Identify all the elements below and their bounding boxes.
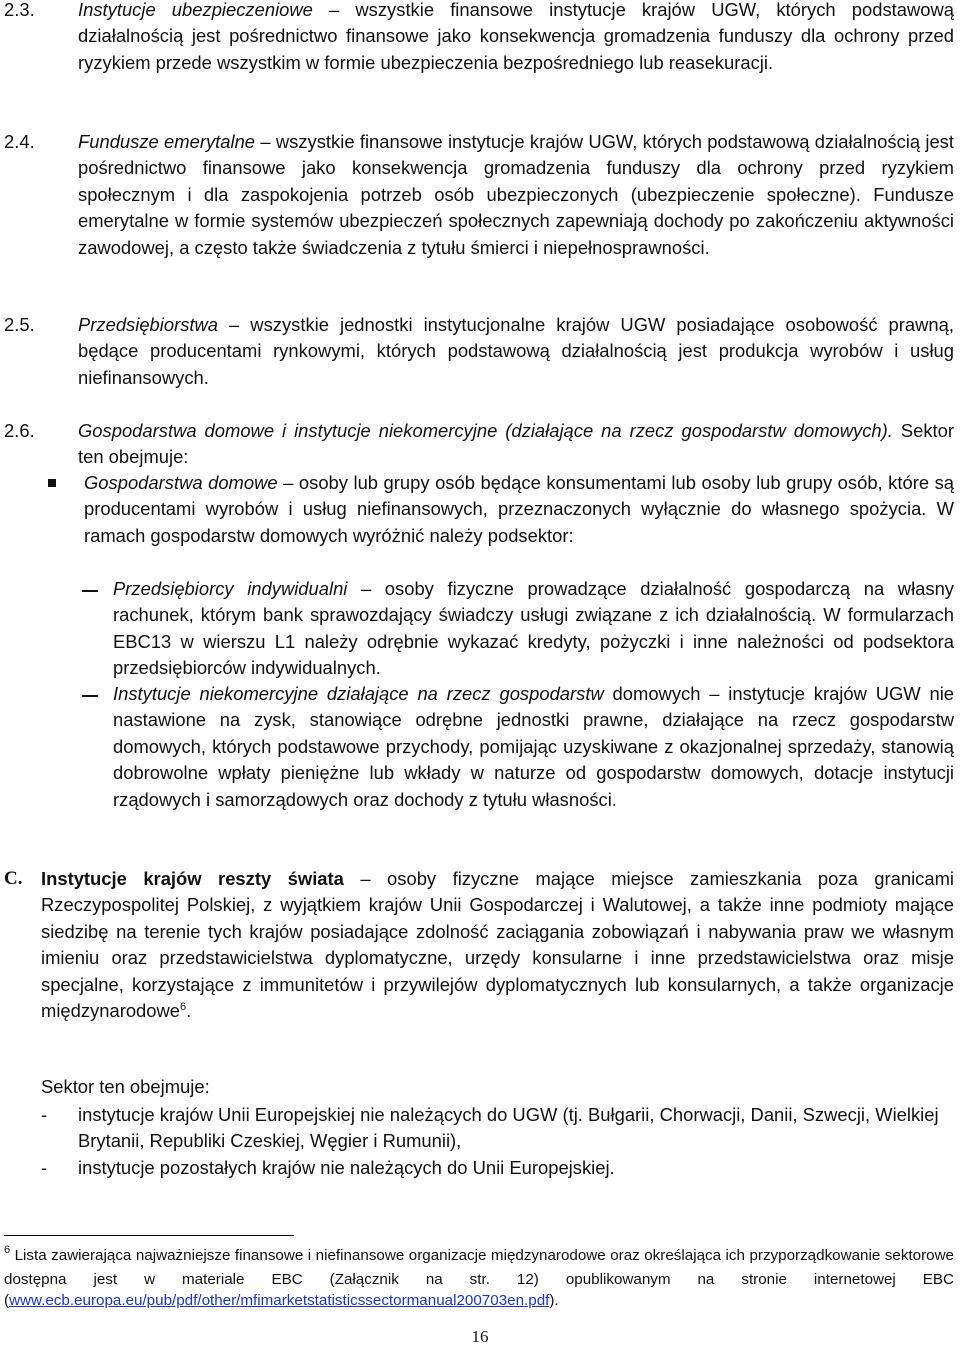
term: Fundusze emerytalne — [78, 131, 256, 152]
list-marker: - — [41, 1157, 48, 1178]
section-2-4 — [78, 129, 954, 261]
footnote-end: ). — [549, 1292, 559, 1309]
section-number: 2.3. — [4, 0, 35, 20]
section-2-5 — [78, 312, 954, 391]
bullet-text: – osoby lub grupy osób będące konsumentami lub osoby lub grupy osób, które są producentami wyrobów i usług niefinansowych, przeznaczonych wyłącznie do własnego spożycia. W ramach gospodarstw domowych wyróżnić należy podsektor: — [84, 472, 955, 546]
list-item: instytucje pozostałych krajów nie należących do Unii Europejskiej. — [78, 1157, 615, 1178]
section-text: Sektor ten obejmuje: — [78, 420, 954, 468]
list-marker: - — [41, 1104, 48, 1125]
term: Przedsiębiorstwa — [78, 314, 219, 335]
term: Instytucje ubezpieczeniowe — [78, 0, 313, 20]
section-2-6 — [78, 418, 954, 471]
term: Przedsiębiorcy indywidualni — [113, 578, 348, 599]
subsector-npish — [113, 681, 954, 813]
page-number: 16 — [471, 1327, 489, 1346]
footnote — [4, 1245, 954, 1312]
subsector-individual-entrepreneurs — [113, 576, 954, 682]
term: Instytucje niekomercyjne działające na rzecz gospodarstw — [113, 683, 604, 704]
subsector-text: – osoby fizyczne prowadzące działalność gospodarczą na własny rachunek, którym bank sprawozdający świadczy usługi związane z ich działalnością. W formularzach EBC13 w wierszu L1 należy odrębnie wykazać kredyty, pożyczki i inne należności od podsektora przedsiębiorców indywidualnych. — [113, 578, 954, 679]
section-number: 2.4. — [4, 131, 35, 152]
footnote-divider — [4, 1235, 294, 1236]
footnote-number: 6 — [4, 1244, 11, 1256]
footnote-reference: 6 — [180, 1001, 187, 1014]
section-text: – wszystkie finansowe instytucje krajów UGW, których podstawową działalnością jest pośrednictwo finansowe jako konsekwencja gromadzenia funduszy dla ochrony przed ryzykiem społecznym i dla zaspokojenia potrzeb osób ubezpieczonych (ubezpieczenie społeczne). Fundusze emerytalne w formie systemów ubezpieczeń społecznych zapewniają dochody po zakończeniu aktywności zawodowej, a często także świadczenia z tytułu śmierci i niepełnosprawności. — [78, 131, 954, 258]
list-item: instytucje krajów Unii Europejskiej nie należących do UGW (tj. Bułgarii, Chorwacji, Danii, Szwecji, Wielkiej Brytanii, Republiki Czeskiej, Węgier i Rumunii), — [78, 1104, 939, 1152]
sector-covers-heading: Sektor ten obejmuje: — [41, 1076, 210, 1097]
section-number: 2.5. — [4, 314, 35, 335]
footnote-text: Lista zawierająca najważniejsze finansowe i niefinansowe organizacje międzynarodowe oraz określająca ich przyporządkowanie sektorowe dostępna jest w materiale EBC (Załącznik na str. 12) opublikowanym na stronie internetowej EBC ( — [4, 1247, 954, 1309]
term: Instytucje krajów reszty świata — [41, 868, 344, 889]
section-text: – osoby fizyczne mające miejsce zamieszkania poza granicami Rzeczypospolitej Polskiej, z wyjątkiem krajów Unii Gospodarczej i Walutowej, a także inne podmioty mające siedzibę na terenie tych krajów posiadające zdolność zaciągania zobowiązań i nabywania praw we własnym imieniu oraz przedstawicielstwa dyplomatyczne, urzędy konsularne i inne przedstawicielstwa oraz misje specjalne, korzystające z immunitetów i przywilejów dyplomatycznych lub konsularnych, a także organizacje międzynarodowe — [41, 868, 954, 1022]
subsector-text: domowych – instytucje krajów UGW nie nastawione na zysk, stanowiące odrębne jednostki prawne, działające na rzecz gospodarstw domowych, których podstawowe przychody, pomijając uzyskiwane z okazjonalnej sprzedaży, stanowią dobrowolne wpłaty pieniężne lub wkłady w naturze od gospodarstw domowych, dotacje instytucji rządowych i samorządowych oraz dochody z tytułu własności. — [113, 683, 955, 810]
dash-bullet-icon — [82, 590, 98, 592]
section-text: – wszystkie jednostki instytucjonalne krajów UGW posiadające osobowość prawną, będące producentami rynkowymi, których podstawową działalnością jest produkcja wyrobów i usług niefinansowych. — [78, 314, 954, 388]
section-text: – wszystkie finansowe instytucje krajów UGW, których podstawową działalnością jest pośrednictwo finansowe jako konsekwencja gromadzenia funduszy dla ochrony przed ryzykiem przede wszystkim w formie ubezpieczenia bezpośredniego lub reasekuracji. — [78, 0, 954, 73]
dash-bullet-icon — [82, 695, 98, 697]
square-bullet-icon — [48, 479, 56, 487]
section-number: 2.6. — [4, 420, 35, 441]
sentence-end: . — [186, 1000, 192, 1022]
section-letter: C. — [4, 868, 23, 889]
section-2-3 — [78, 0, 954, 76]
section-c — [41, 866, 954, 1027]
bullet-households — [84, 470, 954, 549]
footnote-link[interactable]: www.ecb.europa.eu/pub/pdf/other/mfimarketstatisticssectormanual200703en.pdf — [9, 1292, 550, 1309]
term: Gospodarstwa domowe i instytucje niekomercyjne (działające na rzecz gospodarstw domowych). — [78, 420, 893, 441]
term: Gospodarstwa domowe — [84, 472, 278, 493]
